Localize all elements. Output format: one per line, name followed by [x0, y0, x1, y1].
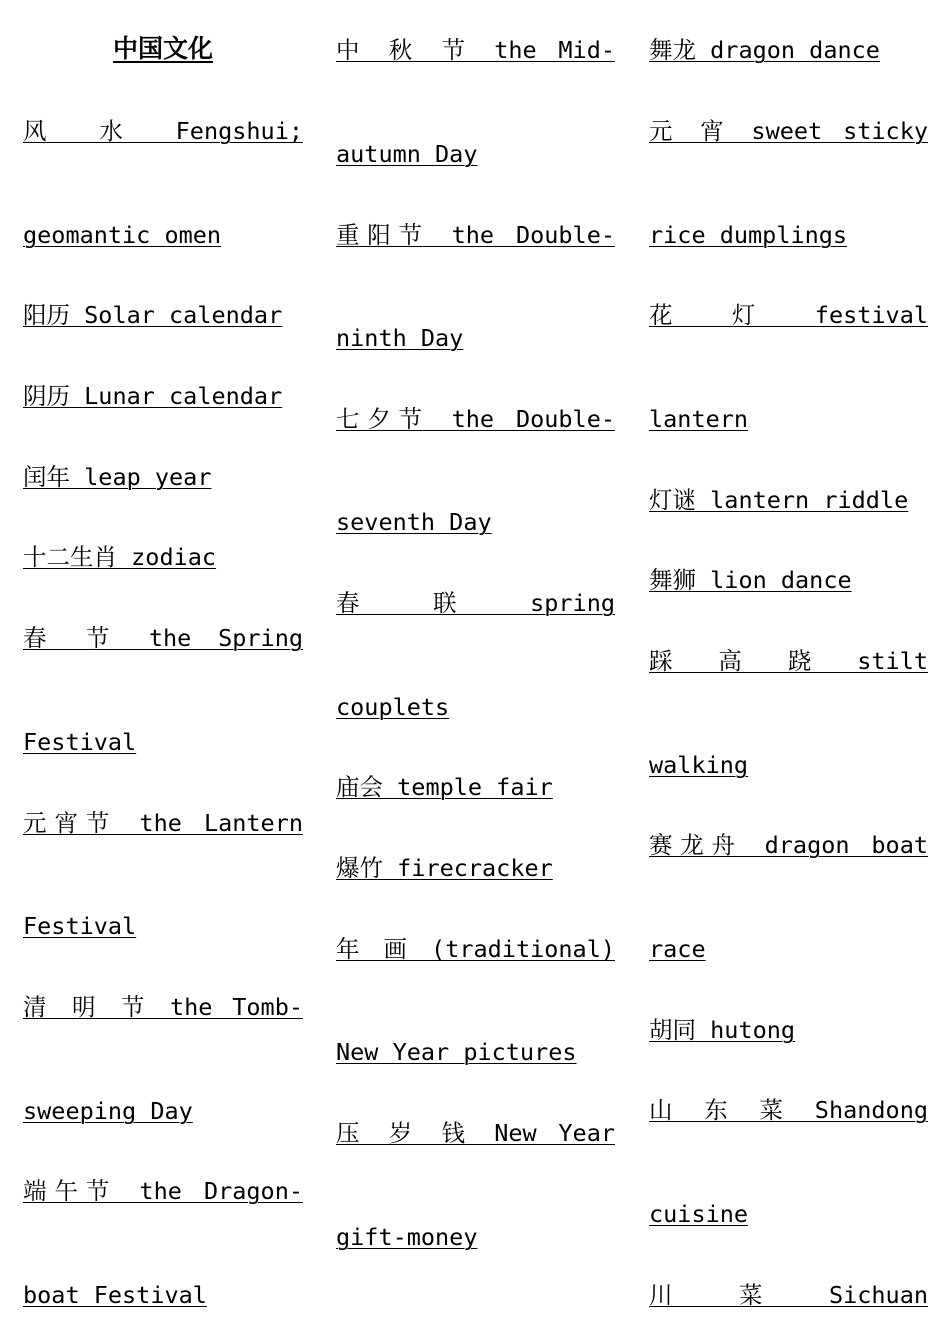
- term-line: 元 宵 sweet sticky: [649, 117, 928, 145]
- term-line: 十二生肖 zodiac: [23, 543, 217, 571]
- term-line: geomantic omen: [23, 221, 222, 249]
- term-line: 川 菜 Sichuan: [649, 1281, 928, 1309]
- term-line: lantern: [649, 405, 749, 433]
- document-title: 中国文化: [112, 34, 213, 63]
- term-line: couplets: [336, 693, 450, 721]
- term-line: cuisine: [649, 1200, 749, 1228]
- term-line: 春 联 spring: [336, 589, 615, 617]
- term-line: walking: [649, 751, 749, 779]
- term-line: 闰年 leap year: [23, 463, 212, 491]
- term-line: 阴历 Lunar calendar: [23, 382, 283, 410]
- term-line: 山 东 菜 Shandong: [649, 1096, 928, 1124]
- term-line: 年 画 (traditional): [336, 935, 615, 963]
- term-line: 赛龙舟 dragon boat: [649, 831, 928, 859]
- term-line: Festival: [23, 728, 137, 756]
- term-line: 七夕节 the Double-: [336, 405, 615, 433]
- term-line: autumn Day: [336, 140, 478, 168]
- term-line: sweeping Day: [23, 1097, 193, 1125]
- term-line: 庙会 temple fair: [336, 773, 553, 801]
- term-line: 爆竹 firecracker: [336, 854, 553, 882]
- term-line: 踩 高 跷 stilt: [649, 647, 928, 675]
- term-line: seventh Day: [336, 508, 492, 536]
- term-line: 风 水 Fengshui;: [23, 117, 303, 145]
- term-line: 元宵节 the Lantern: [23, 809, 303, 837]
- term-line: 花 灯 festival: [649, 301, 928, 329]
- term-line: 中 秋 节 the Mid-: [336, 36, 615, 64]
- term-line: 舞狮 lion dance: [649, 566, 852, 594]
- term-line: Festival: [23, 912, 137, 940]
- term-line: 端午节 the Dragon-: [23, 1177, 303, 1205]
- term-line: 重阳节 the Double-: [336, 221, 615, 249]
- term-line: 阳历 Solar calendar: [23, 301, 283, 329]
- term-line: ninth Day: [336, 324, 464, 352]
- term-line: gift-money: [336, 1223, 478, 1251]
- term-line: 胡同 hutong: [649, 1016, 796, 1044]
- term-line: 清 明 节 the Tomb-: [23, 993, 303, 1021]
- term-line: 春 节 the Spring: [23, 624, 303, 652]
- term-line: 灯谜 lantern riddle: [649, 486, 909, 514]
- term-line: boat Festival: [23, 1281, 207, 1309]
- term-line: 压 岁 钱 New Year: [336, 1119, 615, 1147]
- term-line: race: [649, 935, 706, 963]
- term-line: rice dumplings: [649, 221, 848, 249]
- term-line: New Year pictures: [336, 1038, 577, 1066]
- term-line: 舞龙 dragon dance: [649, 36, 880, 64]
